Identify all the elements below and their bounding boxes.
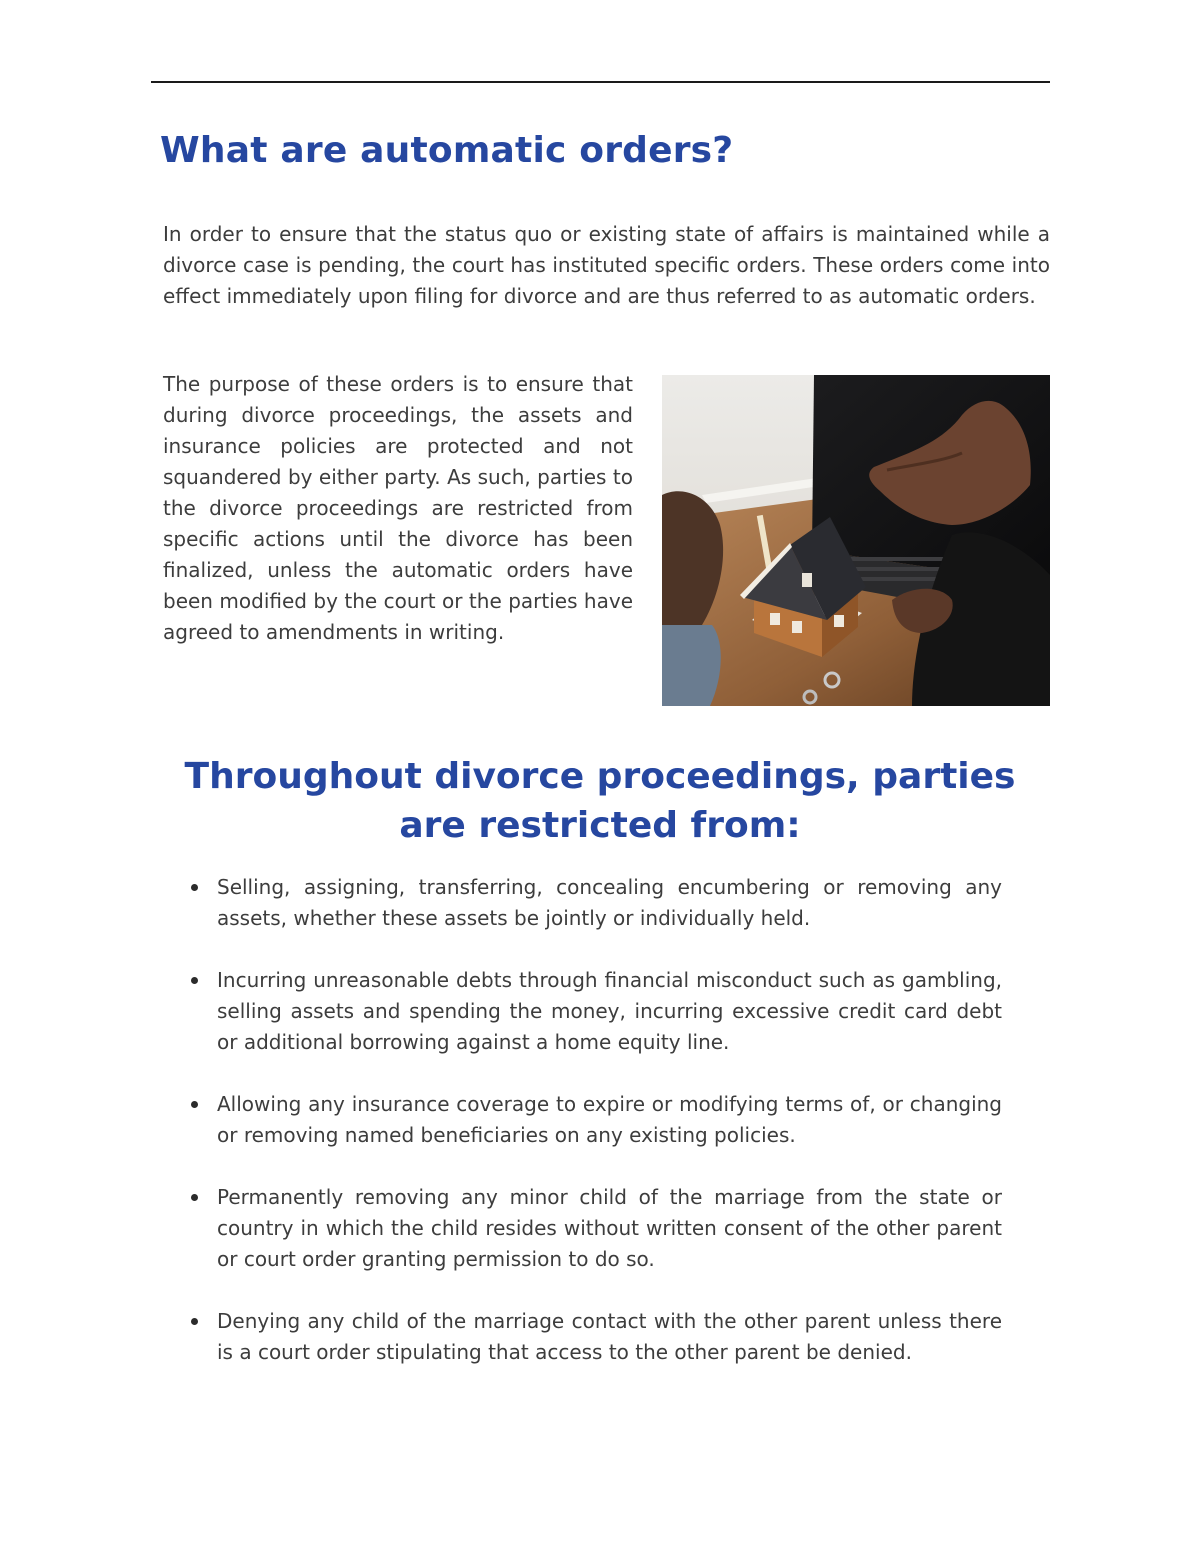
list-item-text: Selling, assigning, transferring, concealing encumbering or removing any assets, whether these assets be jointly or individually held. (217, 875, 1002, 930)
top-divider (151, 81, 1050, 83)
bullet-icon (191, 884, 198, 891)
list-item (186, 1306, 1002, 1368)
bullet-icon (191, 1101, 198, 1108)
list-item-text: Allowing any insurance coverage to expire or modifying terms of, or changing or removing named beneficiaries on any existing policies. (217, 1092, 1002, 1147)
section-heading-automatic-orders: What are automatic orders? (160, 130, 734, 171)
section-heading-restrictions: Throughout divorce proceedings, parties are restricted from: (184, 756, 1016, 846)
bullet-icon (191, 1318, 198, 1325)
purpose-paragraph: The purpose of these orders is to ensure that during divorce proceedings, the assets and insurance policies are protected and not squandered by either party. As such, parties to the divorce proceedings are restricted from specific actions until the divorce has been finalized, unless the automatic orders have been modified by the court or the parties have agreed to amendments in writing. (163, 372, 633, 644)
list-item (186, 1182, 1002, 1275)
intro-paragraph: In order to ensure that the status quo or existing state of affairs is maintained while a divorce case is pending, the court has instituted specific orders. These orders come into effect immediately upon filing for divorce and are thus referred to as automatic orders. (163, 222, 1050, 308)
bullet-icon (191, 977, 198, 984)
list-item (186, 872, 1002, 934)
list-item (186, 1089, 1002, 1151)
list-item (186, 965, 1002, 1058)
list-item-text: Incurring unreasonable debts through financial misconduct such as gambling, selling assets and spending the money, incurring excessive credit card debt or additional borrowing against a home equity line. (217, 968, 1002, 1054)
restrictions-list (186, 872, 1002, 1399)
list-item-text: Denying any child of the marriage contact with the other parent unless there is a court order stipulating that access to the other parent be denied. (217, 1309, 1002, 1364)
list-item-text: Permanently removing any minor child of the marriage from the state or country in which the child resides without written consent of the other parent or court order granting permission to do so. (217, 1185, 1002, 1271)
house-model-photo (662, 375, 1050, 706)
bullet-icon (191, 1194, 198, 1201)
